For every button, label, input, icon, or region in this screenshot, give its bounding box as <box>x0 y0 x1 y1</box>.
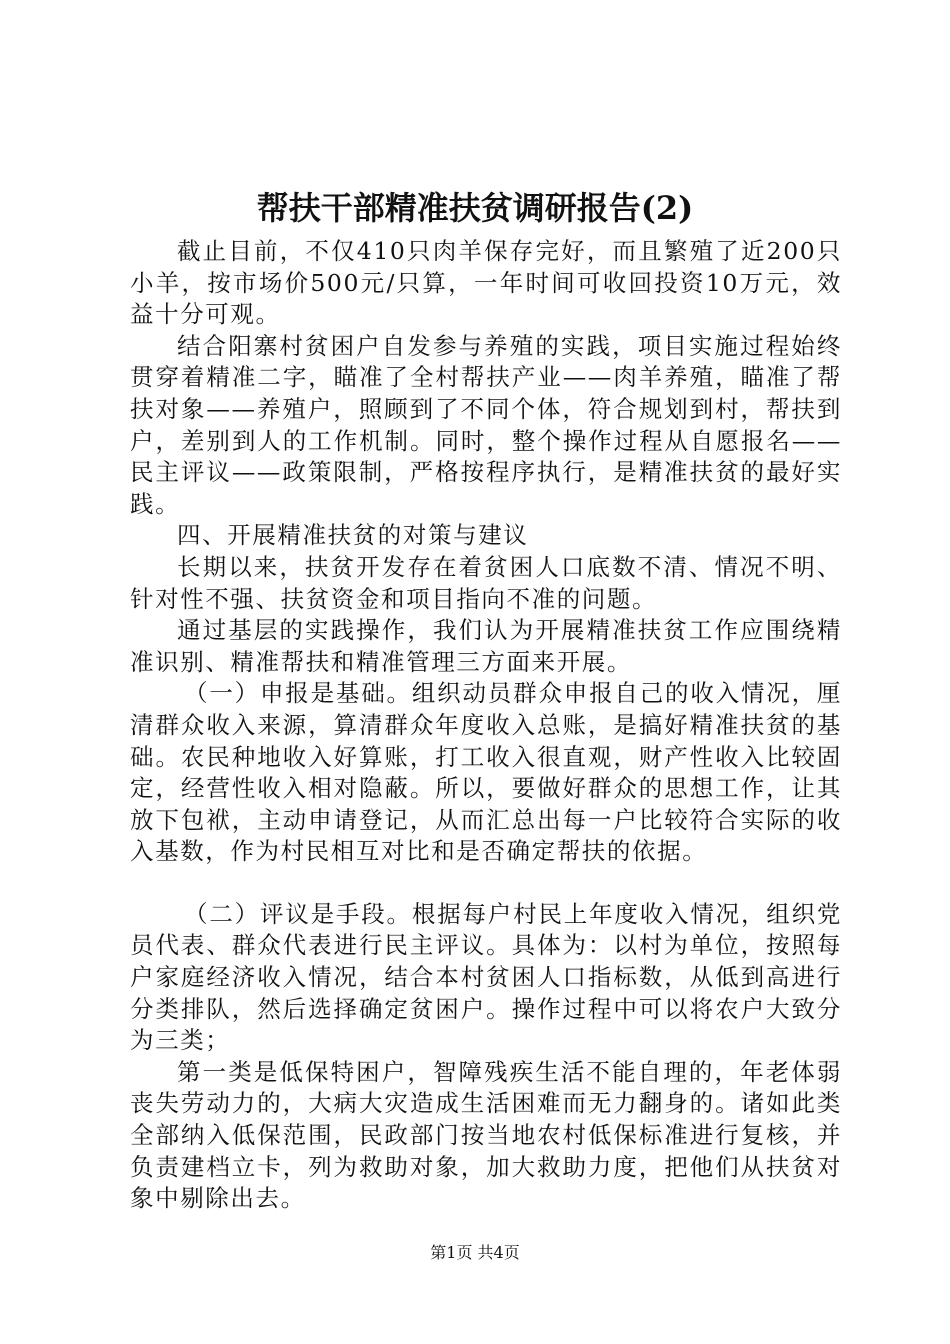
section-heading-4: 四、开展精准扶贫的对策与建议 <box>177 521 529 550</box>
paragraph-category-1: 第一类是低保特困户，智障残疾生活不能自理的，年老体弱丧失劳动力的，大病大灾造成生活困难而无力翻身的。诸如此类全部纳入低保范围，民政部门按当地农村低保标准进行复核，并负责建档立卡，列为救助对象，加大救助力度，把他们从扶贫对象中剔除出去。 <box>130 1057 842 1213</box>
paragraph-item-2: （二）评议是手段。根据每户村民上年度收入情况，组织党员代表、群众代表进行民主评议。具体为：以村为单位，按照每户家庭经济收入情况，结合本村贫困人口指标数，从低到高进行分类排队，然后选择确定贫困户。操作过程中可以将农户大致分为三类； <box>130 899 842 1055</box>
page-footer: 第1页 共4页 <box>430 1243 520 1262</box>
paragraph-practice: 结合阳寨村贫困户自发参与养殖的实践，项目实施过程始终贯穿着精准二字，瞄准了全村帮扶产业——肉羊养殖，瞄准了帮扶对象——养殖户，照顾到了不同个体，符合规划到村，帮扶到户，差别到人的工作机制。同时，整个操作过程从自愿报名——民主评议——政策限制，严格按程序执行，是精准扶贫的最好实践。 <box>130 331 842 518</box>
paragraph-item-1: （一）申报是基础。组织动员群众申报自己的收入情况，厘清群众收入来源，算清群众年度收入总账，是搞好精准扶贫的基础。农民种地收入好算账，打工收入很直观，财产性收入比较固定，经营性收入相对隐蔽。所以，要做好群众的思想工作，让其放下包袱，主动申请登记，从而汇总出每一户比较符合实际的收入基数，作为村民相互对比和是否确定帮扶的依据。 <box>130 679 842 866</box>
paragraph-problems: 长期以来，扶贫开发存在着贫困人口底数不清、情况不明、针对性不强、扶贫资金和项目指向不准的问题。 <box>130 552 842 613</box>
document-body <box>130 236 842 1215</box>
document-title: 帮扶干部精准扶贫调研报告(2) <box>256 189 694 227</box>
paragraph-approach: 通过基层的实践操作，我们认为开展精准扶贫工作应围绕精准识别、精准帮扶和精准管理三方面来开展。 <box>130 616 842 676</box>
paragraph-results: 截止目前，不仅410只肉羊保存完好，而且繁殖了近200只小羊，按市场价500元/只算，一年时间可收回投资10万元，效益十分可观。 <box>130 237 842 329</box>
